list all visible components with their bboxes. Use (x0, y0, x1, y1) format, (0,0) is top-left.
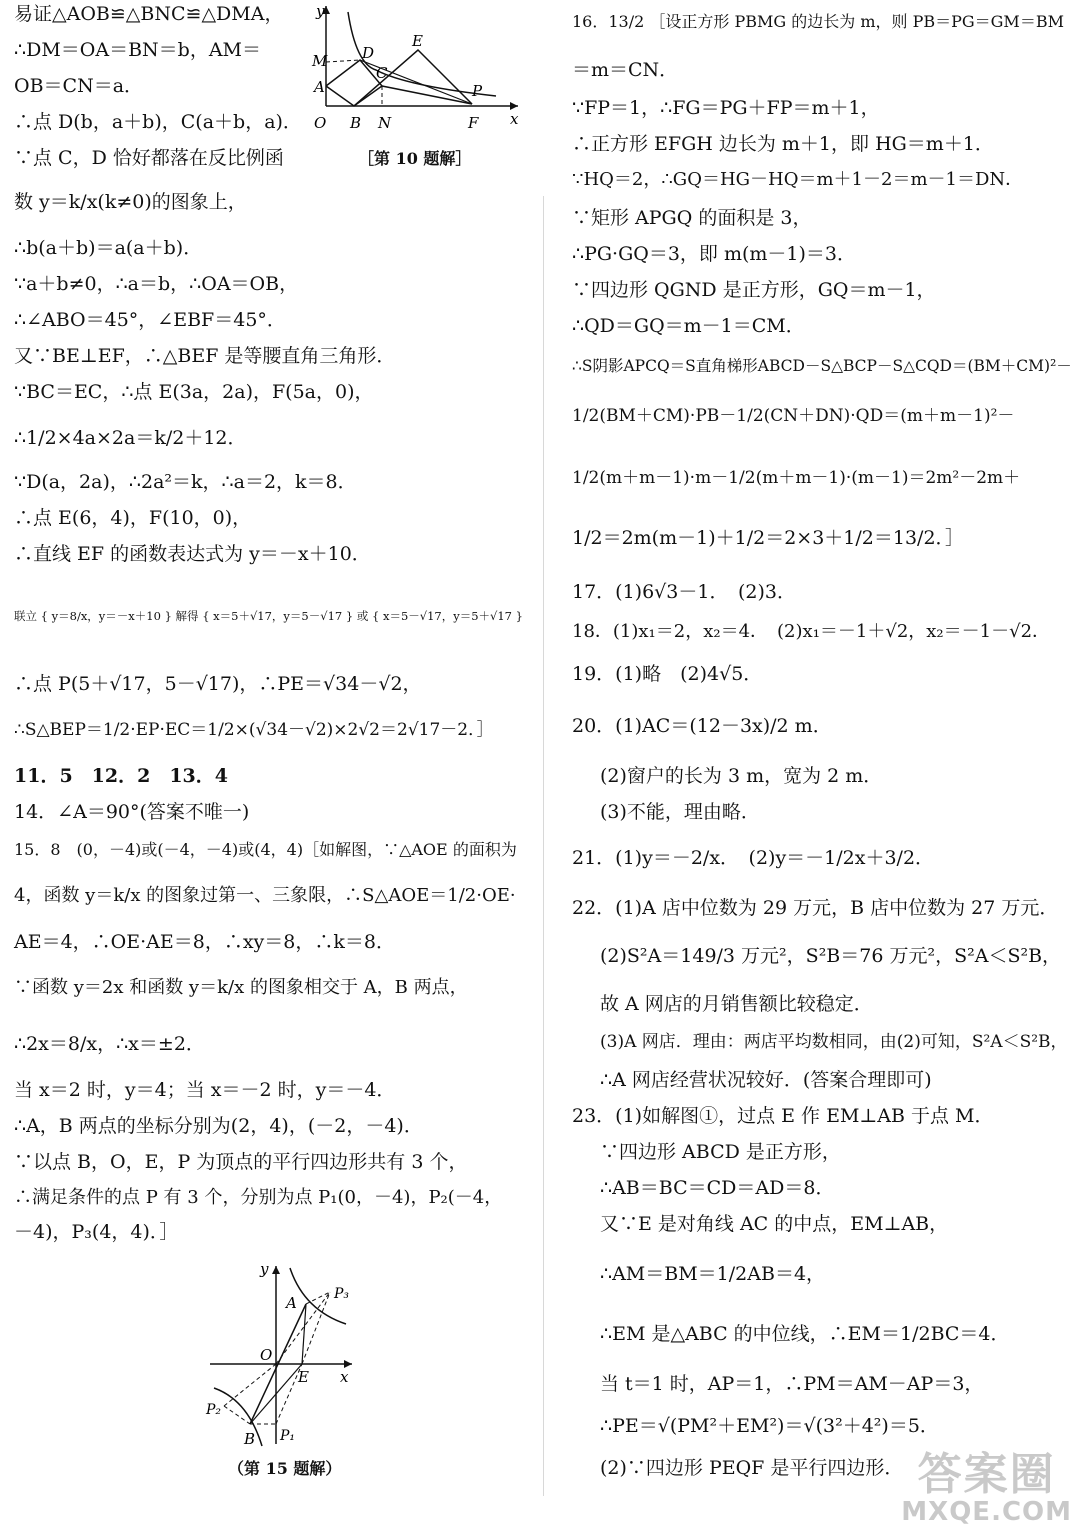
text-line: ∵BC＝EC，∴点 E(3a，2a)，F(5a，0)， (14, 381, 374, 403)
text-line: ∴正方形 EFGH 边长为 m＋1，即 HG＝m＋1． (572, 133, 994, 155)
point-label: O (314, 114, 327, 132)
answer-line: ∴A 网店经营状况较好．(答案合理即可) (600, 1069, 932, 1091)
text-line: 1/2＝2m(m－1)＋1/2＝2×3＋1/2＝13/2．］ (572, 527, 965, 549)
text-line: ∴点 P(5＋√17，5－√17)，∴PE＝√34－√2， (14, 673, 422, 695)
text-line: ＝m＝CN． (572, 59, 679, 81)
answer-line: (2)窗户的长为 3 m，宽为 2 m． (600, 765, 883, 787)
text-line: 又∵E 是对角线 AC 的中点，EM⊥AB， (600, 1213, 949, 1235)
figure-15 (200, 1250, 370, 1450)
text-line: 1/2(m＋m－1)·m－1/2(m＋m－1)·(m－1)＝2m²－2m＋ (572, 468, 1021, 488)
text-line: ∵FP＝1，∴FG＝PG＋FP＝m＋1， (572, 97, 880, 119)
text-line: ∴点 E(6，4)，F(10，0)， (14, 507, 252, 529)
point-label: P₁ (280, 1428, 296, 1444)
text-line: 易证△AOB≌△BNC≌△DMA， (14, 3, 284, 25)
text-line: 又∵BE⊥EF，∴△BEF 是等腰直角三角形． (14, 345, 396, 367)
text-line: 当 t＝1 时，AP＝1，∴PM＝AM－AP＝3， (600, 1373, 984, 1395)
axis-label-x: x (340, 1368, 349, 1386)
text-line: 数 y＝k/x(k≠0)的图象上， (14, 191, 247, 213)
point-label: O (260, 1346, 273, 1364)
text-line: ∴AB＝BC＝CD＝AD＝8． (600, 1177, 835, 1199)
answer-line: 15．8 (0，－4)或(－4，－4)或(4，4)［如解图，∵△AOE 的面积为 (14, 840, 517, 859)
text-line: 当 x＝2 时，y＝4；当 x＝－2 时，y＝－4． (14, 1079, 396, 1101)
answer-line: 11．5 12．2 13．4 (14, 765, 228, 787)
text-line: ∴PE＝√(PM²＋EM²)＝√(3²＋4²)＝5． (600, 1415, 939, 1437)
watermark (901, 1449, 1072, 1527)
answer-line: 19．(1)略 (2)4√5． (572, 663, 763, 685)
point-label: M (312, 52, 328, 70)
text-line: ∴1/2×4a×2a＝k/2＋12． (14, 427, 247, 449)
text-line: ∵函数 y＝2x 和函数 y＝k/x 的图象相交于 A，B 两点， (14, 977, 468, 998)
text-line: ∴S△BEP＝1/2·EP·EC＝1/2×(√34－√2)×2√2＝2√17－2．］ (14, 720, 494, 740)
text-line: ∵矩形 APGQ 的面积是 3， (572, 207, 812, 229)
point-label: F (468, 114, 479, 132)
text-line: ∵点 C，D 恰好都落在反比例函 (14, 147, 284, 169)
text-line: ∴DM＝OA＝BN＝b，AM＝ (14, 39, 262, 61)
text-line: ∴b(a＋b)＝a(a＋b)． (14, 237, 203, 259)
text-line: －4)，P₃(4，4)．］ (14, 1221, 179, 1243)
text-line: (2)∵四边形 PEQF 是平行四边形． (600, 1457, 904, 1479)
answer-line: 20．(1)AC＝(12－3x)/2 m． (572, 715, 832, 737)
point-label: A (286, 1294, 297, 1312)
answer-line: 18．(1)x₁＝2，x₂＝4． (2)x₁＝－1＋√2，x₂＝－1－√2． (572, 621, 1051, 642)
point-label: A (314, 78, 325, 96)
point-label: P (472, 82, 483, 100)
point-label: E (412, 32, 423, 50)
text-line: ∵D(a，2a)，∴2a²＝k，∴a＝2，k＝8． (14, 471, 357, 493)
answer-line: 故 A 网店的月销售额比较稳定． (600, 993, 873, 1015)
axis-label-x: x (510, 110, 519, 128)
text-line: ∴直线 EF 的函数表达式为 y＝－x＋10． (14, 543, 371, 565)
text-line: ∴满足条件的点 P 有 3 个，分别为点 P₁(0，－4)，P₂(－4， (14, 1187, 503, 1208)
text-line: OB＝CN＝a． (14, 75, 144, 97)
figure-15-caption: （第 15 题解） (228, 1459, 342, 1478)
text-line: ∵以点 B，O，E，P 为顶点的平行四边形共有 3 个， (14, 1151, 468, 1173)
point-label: E (298, 1368, 309, 1386)
text-line: ∴∠ABO＝45°，∠EBF＝45°． (14, 309, 286, 331)
text-line: AE＝4，∴OE·AE＝8，∴xy＝8，∴k＝8． (14, 931, 395, 953)
point-label: P₃ (334, 1286, 350, 1302)
text-line: ∵HQ＝2，∴GQ＝HG－HQ＝m＋1－2＝m－1＝DN． (572, 169, 1024, 190)
answer-line: 21．(1)y＝－2/x． (2)y＝－1/2x＋3/2． (572, 847, 935, 869)
point-label: P₂ (206, 1402, 222, 1418)
answer-line: 14．∠A＝90°(答案不唯一) (14, 801, 250, 823)
text-line: 4，函数 y＝k/x 的图象过第一、三象限，∴S△AOE＝1/2·OE· (14, 885, 516, 906)
text-line: ∵四边形 ABCD 是正方形， (600, 1141, 841, 1163)
column-divider (543, 196, 544, 1496)
answer-line: 17．(1)6√3－1． (2)3． (572, 581, 796, 603)
text-line: ∵a＋b≠0，∴a＝b，∴OA＝OB， (14, 273, 299, 295)
answer-line: 22．(1)A 店中位数为 29 万元，B 店中位数为 27 万元． (572, 897, 1059, 919)
answer-line: 23．(1)如解图①，过点 E 作 EM⊥AB 于点 M． (572, 1105, 994, 1127)
figure-10 (296, 0, 528, 140)
point-label: N (378, 114, 392, 132)
answer-line: (3)不能，理由略． (600, 801, 760, 823)
point-label: C (376, 64, 388, 82)
text-line: ∴S阴影APCQ＝S直角梯形ABCD－S△BCP－S△CQD＝(BM＋CM)²－ (572, 357, 1072, 375)
watermark-text: 答案圈 (917, 1449, 1056, 1500)
text-line: 联立 { y＝8/x，y＝－x＋10 } 解得 { x＝5＋√17，y＝5－√17 } 或 { x＝5－√17，y＝5＋√17 } (14, 609, 523, 623)
text-line: 1/2(BM＋CM)·PB－1/2(CN＋DN)·QD＝(m＋m－1)²－ (572, 406, 1015, 426)
text-line: ∴2x＝8/x，∴x＝±2． (14, 1033, 205, 1055)
text-line: ∵四边形 QGND 是正方形，GQ＝m－1， (572, 279, 936, 301)
axis-label-y: y (260, 1260, 269, 1278)
text-line: ∴QD＝GQ＝m－1＝CM． (572, 315, 805, 337)
point-label: B (244, 1430, 256, 1448)
text-line: ∴A，B 两点的坐标分别为(2，4)，(－2，－4)． (14, 1115, 423, 1137)
point-label: D (362, 44, 375, 62)
figure-10-caption: ［第 10 题解］ (358, 149, 472, 168)
figure-10-diagram (296, 0, 528, 140)
text-line: ∴EM 是△ABC 的中位线，∴EM＝1/2BC＝4． (600, 1323, 1010, 1345)
answer-line: 16．13/2 ［设正方形 PBMG 的边长为 m，则 PB＝PG＝GM＝BM (572, 12, 1064, 31)
watermark-url: MXQE.COM (901, 1497, 1072, 1527)
text-line: ∴PG·GQ＝3，即 m(m－1)＝3． (572, 243, 857, 265)
answer-line: (2)S²A＝149/3 万元²，S²B＝76 万元²，S²A＜S²B， (600, 945, 1062, 967)
figure-15-diagram (200, 1250, 370, 1450)
text-line: ∴点 D(b，a＋b)，C(a＋b，a)． (14, 111, 302, 133)
axis-label-y: y (316, 2, 325, 20)
answer-line: (3)A 网店．理由：两店平均数相同，由(2)可知，S²A＜S²B， (600, 1032, 1068, 1052)
text-line: ∴AM＝BM＝1/2AB＝4， (600, 1263, 826, 1285)
point-label: B (350, 114, 362, 132)
